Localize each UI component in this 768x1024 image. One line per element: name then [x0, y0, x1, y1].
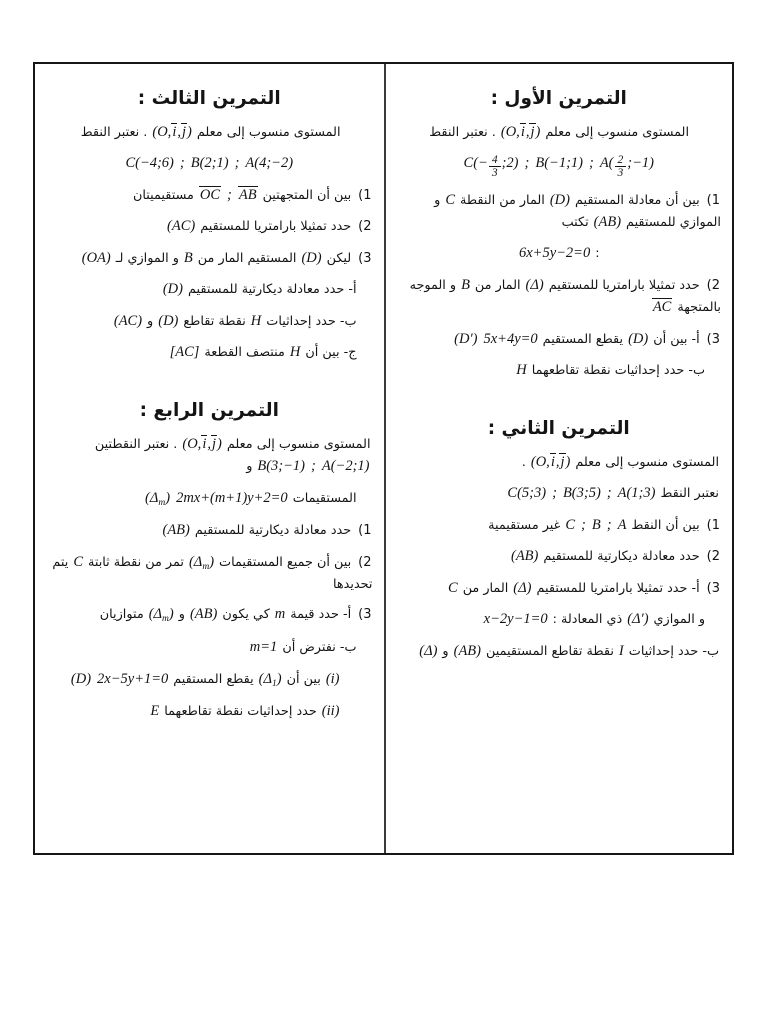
text-line [40, 519, 379, 541]
fraction-denominator: 3 [615, 166, 627, 179]
math-expression [511, 545, 538, 567]
fraction-numerator: 4 [491, 154, 498, 167]
vector-bar: AC [652, 299, 672, 316]
math-text: ) [276, 670, 282, 687]
math-text: (AB) [593, 214, 622, 230]
math-expression [114, 310, 142, 332]
item-marker: (1 [358, 187, 372, 203]
text-line [40, 121, 379, 143]
math-expression [483, 328, 537, 350]
math-text: ; [524, 155, 530, 172]
math-text: ( [188, 553, 194, 570]
text-line [40, 278, 379, 300]
math-expression [589, 152, 594, 174]
math-expression [322, 455, 370, 477]
arabic-text: يقطع المستقيم [542, 331, 624, 347]
math-text: ; [234, 155, 240, 172]
arabic-text: حدد إحداثيات نقطة تقاطعهما [164, 704, 317, 720]
text-line [391, 328, 728, 350]
math-expression [461, 274, 470, 296]
arabic-text: و [147, 313, 154, 329]
math-expression [419, 640, 437, 662]
math-expression [454, 328, 477, 350]
arabic-text: منتصف القطعة [204, 345, 285, 361]
arabic-text: و الموازي [653, 612, 705, 628]
item-marker: (2 [358, 219, 372, 235]
math-expression [652, 296, 673, 318]
math-text: C(−4;6) [125, 155, 174, 172]
arabic-text: و [178, 607, 185, 623]
math-expression [501, 121, 540, 143]
math-text: 5x+4y=0 [483, 330, 538, 347]
math-text: C(− [463, 155, 488, 172]
math-expression [176, 487, 288, 509]
fraction-denominator: 3 [489, 166, 501, 179]
math-text: Δ [149, 489, 159, 506]
arabic-text: و الموجه بالمتجهة [409, 277, 721, 316]
text-line [391, 608, 728, 630]
math-text: ) [165, 489, 171, 506]
math-text: I [618, 642, 624, 659]
math-expression [526, 274, 544, 296]
math-expression [163, 278, 183, 300]
math-text: A( [599, 155, 614, 172]
math-text: B [461, 276, 470, 293]
math-text: m=1 [249, 639, 278, 656]
text-line [40, 341, 379, 363]
text-line [40, 247, 379, 269]
math-text: (Δ) [513, 579, 532, 596]
math-text: C [445, 191, 455, 208]
math-text: (D) [70, 670, 92, 687]
arabic-text: بين أن معادلة المستقيم [574, 192, 700, 208]
math-text: (AB) [189, 606, 218, 623]
arabic-text: ب- حدد إحداثيات [628, 643, 719, 659]
math-expression [531, 451, 570, 473]
math-expression [238, 184, 258, 206]
subscripted-symbol [194, 554, 209, 570]
arabic-text: نعتبر النقط [660, 486, 719, 502]
math-expression [552, 482, 557, 504]
math-text: ; [606, 516, 612, 533]
exercise-title: التمرين الثالث : [137, 88, 281, 109]
exercise-3 [40, 88, 379, 364]
math-text: (AB) [511, 548, 539, 565]
text-line [391, 274, 728, 319]
vector-bar: i [202, 435, 207, 452]
math-text: [AC] [169, 344, 200, 361]
math-text: ) [209, 553, 215, 570]
math-text: ;2) [501, 155, 519, 172]
subscript: m [162, 614, 169, 625]
item-marker: (3 [358, 250, 372, 266]
math-text: ( [258, 670, 264, 687]
text-line [40, 310, 379, 332]
arabic-text: أ- حدد معادلة ديكارتية للمستقيم [187, 282, 357, 298]
math-text: ; [606, 485, 612, 502]
math-text: C [73, 553, 83, 570]
item-marker: (3 [706, 331, 720, 347]
math-expression [235, 152, 240, 174]
item-marker: (1 [358, 523, 372, 539]
math-expression [158, 310, 178, 332]
math-text: B(−1;1) [535, 155, 583, 172]
math-expression [618, 514, 627, 536]
math-expression [311, 455, 316, 477]
math-expression [454, 640, 481, 662]
arabic-text: المستوى منسوب إلى معلم [196, 125, 341, 140]
arabic-text: نقطة تقاطع [183, 313, 246, 329]
arabic-text: و [246, 459, 253, 475]
math-expression [245, 152, 293, 174]
math-text: Δ [153, 606, 163, 623]
vector-bar: OC [199, 186, 220, 203]
math-text: H [289, 344, 301, 361]
text-line [391, 189, 728, 234]
math-text: ; [552, 485, 557, 502]
subscript: m [202, 561, 210, 572]
item-marker: (2 [358, 554, 372, 570]
arabic-text: حدد تمثيلا بارامتريا للمستقيم [548, 277, 700, 293]
text-line [40, 551, 379, 595]
arabic-text: غير مستقيمية [488, 517, 561, 533]
math-expression [550, 189, 570, 211]
fraction-numerator: 2 [617, 154, 624, 167]
math-expression [199, 184, 221, 206]
arabic-text: و [442, 643, 449, 659]
arabic-text: نقطة تقاطع المستقيمين [485, 643, 614, 659]
text-line [40, 668, 379, 692]
math-text: 2mx+(m+1)y+2=0 [176, 489, 288, 506]
math-expression [167, 215, 195, 237]
text-line [40, 700, 379, 722]
math-expression [275, 603, 285, 625]
subscript: m [158, 497, 166, 508]
math-text: (AC) [113, 312, 143, 329]
fraction [489, 154, 501, 179]
math-text: x−2y−1=0 [483, 611, 548, 628]
text-line [391, 359, 728, 381]
math-text: ) [565, 453, 571, 470]
math-expression [628, 328, 648, 350]
math-text: A(−2;1) [321, 458, 370, 475]
arabic-text: ب- حدد إحداثيات نقطة تقاطعهما [531, 363, 705, 379]
vector-bar: j [211, 435, 216, 452]
math-text: ) [217, 435, 222, 452]
arabic-text: . نعتبر النقط [429, 125, 496, 140]
math-expression [71, 668, 91, 690]
math-text: ( [148, 606, 154, 623]
math-text: , [177, 124, 181, 140]
math-expression [190, 603, 217, 625]
math-expression [445, 189, 455, 211]
math-text: (D) [301, 249, 322, 266]
math-text: E [150, 703, 160, 720]
math-text: (D) [628, 330, 649, 347]
arabic-text: المستقيم المار من [197, 250, 297, 266]
math-text: (O, [152, 124, 172, 140]
math-text: B(3;−1) [257, 458, 306, 475]
arabic-text: المستوى منسوب إلى معلم [545, 125, 689, 140]
math-text: B(3;5) [562, 485, 601, 502]
math-text: C [448, 579, 458, 596]
math-text: ) [535, 124, 541, 140]
text-line [391, 451, 728, 473]
item-marker: (2 [706, 277, 720, 293]
math-text: , [525, 124, 530, 140]
item-marker: (3 [706, 580, 720, 596]
text-line [40, 603, 379, 627]
math-text: B [591, 516, 601, 533]
math-text: , [207, 435, 211, 452]
math-text: B [183, 249, 193, 266]
arabic-text: بين أن النقط [631, 517, 700, 533]
math-expression [525, 152, 530, 174]
math-text: ; [581, 516, 586, 533]
math-expression [581, 514, 586, 536]
math-text: (OA) [81, 249, 111, 266]
math-expression [189, 551, 214, 575]
arabic-text: أ- حدد تمثيلا بارامتريا للمستقيم [536, 580, 700, 596]
arabic-text: . نعتبر النقطتين [94, 436, 178, 452]
math-expression [565, 514, 575, 536]
subscripted-symbol [264, 671, 277, 687]
math-expression [563, 482, 601, 504]
text-line [391, 545, 728, 567]
math-text: Δ [193, 553, 203, 570]
math-expression [326, 668, 340, 690]
arabic-text: : [595, 246, 600, 262]
vector-bar: i [550, 453, 555, 470]
math-expression [607, 514, 612, 536]
math-text: (O, [182, 435, 202, 452]
math-text: , [555, 453, 560, 470]
text-line [391, 577, 728, 599]
math-expression [180, 152, 185, 174]
exercise-title: التمرين الثاني : [487, 417, 630, 439]
math-text: 6x+5y−2=0 [518, 245, 591, 262]
exercise-2 [391, 418, 728, 662]
math-expression [627, 608, 648, 630]
arabic-text: حدد معادلة ديكارتية للمستقيم [543, 549, 700, 565]
vector-bar: j [560, 453, 565, 470]
text-line [40, 184, 379, 206]
math-text: (D′) [454, 330, 478, 347]
math-expression [448, 577, 458, 599]
vector-bar: i [520, 124, 525, 140]
text-line [391, 121, 728, 143]
math-text: ; [311, 458, 316, 475]
math-expression [149, 603, 174, 627]
vector-bar: j [530, 124, 535, 140]
math-text: A(4;−2) [245, 155, 294, 172]
math-expression [301, 247, 321, 269]
text-line [40, 433, 379, 478]
arabic-text: . [521, 454, 526, 470]
arabic-text: ذي المعادلة : [552, 612, 623, 628]
arabic-text: المستوى منسوب إلى معلم [575, 454, 719, 470]
math-text: (D) [158, 312, 179, 329]
text-line [40, 487, 379, 511]
math-expression [257, 455, 305, 477]
exercise-1 [391, 88, 728, 382]
arabic-text: المار من النقطة [460, 192, 545, 208]
worksheet-frame [33, 62, 734, 855]
item-marker: (2 [706, 549, 720, 565]
math-text: (O, [530, 453, 550, 470]
vector-bar: j [181, 124, 186, 140]
math-expression [600, 152, 654, 179]
subscript: 1 [272, 678, 277, 689]
math-text: B(2;1) [190, 155, 229, 172]
math-text: A [617, 516, 627, 533]
arabic-text: يتم تحديدها [52, 554, 373, 592]
arabic-text: أ- بين أن [653, 331, 700, 347]
column-right [384, 64, 733, 853]
arabic-text: بين أن جميع المستقيمات [219, 554, 352, 570]
math-text: (Δ) [419, 642, 438, 659]
arabic-text: ب- نفترض أن [282, 640, 357, 656]
arabic-text: المار من [474, 277, 521, 293]
math-expression [97, 668, 168, 690]
arabic-text: حدد تمثيلا بارامتريا للمستقيم [200, 219, 352, 235]
math-text: (AC) [167, 218, 196, 235]
math-expression [182, 433, 221, 455]
math-text: ) [168, 606, 174, 623]
arabic-text: ليكن [326, 250, 352, 266]
arabic-text: متوازيان [99, 607, 144, 623]
exercise-title: التمرين الأول : [490, 88, 627, 109]
math-expression [251, 310, 261, 332]
math-expression [82, 247, 111, 269]
arabic-text: المستوى منسوب إلى معلم [226, 436, 371, 452]
arabic-text: حدد معادلة ديكارتية للمستقيم [194, 523, 352, 539]
vector-bar: i [172, 124, 177, 140]
math-text: ; [588, 155, 594, 172]
math-expression [594, 211, 621, 233]
math-expression [145, 487, 170, 511]
text-line [391, 640, 728, 662]
math-expression [592, 514, 601, 536]
math-expression [191, 152, 229, 174]
item-marker: (3 [358, 607, 372, 623]
arabic-text: المار من [462, 580, 509, 596]
math-expression [484, 608, 548, 630]
item-marker: (1 [706, 517, 720, 533]
math-expression [535, 152, 583, 174]
math-text: C(5;3) [507, 485, 547, 502]
text-line [40, 152, 379, 174]
math-text: (AB) [453, 642, 481, 659]
math-text: (AB) [162, 522, 190, 539]
math-expression [259, 668, 282, 692]
math-text: (O, [500, 124, 520, 140]
subscripted-symbol [153, 606, 169, 625]
item-marker: (1 [706, 192, 720, 208]
vector-bar: AB [238, 186, 257, 203]
arabic-text: بين أن المتجهتين [262, 187, 352, 203]
arabic-text: يقطع المستقيم [173, 671, 254, 687]
text-line [391, 514, 728, 536]
arabic-text: ج- بين أن [305, 345, 357, 361]
math-expression [184, 247, 193, 269]
math-expression [618, 482, 656, 504]
arabic-text: . نعتبر النقط [80, 125, 148, 140]
math-expression [607, 482, 612, 504]
math-expression [170, 341, 200, 363]
math-text: Δ [263, 670, 273, 687]
math-expression [513, 577, 531, 599]
arabic-text: تكتب [561, 215, 589, 230]
subscripted-symbol [150, 490, 165, 506]
math-expression [519, 242, 590, 264]
math-text: (ii) [321, 703, 340, 720]
math-expression [464, 152, 519, 179]
arabic-text: مستقيميتان [132, 187, 194, 203]
math-text: (i) [325, 670, 340, 687]
arabic-text: ب- حدد إحداثيات [266, 313, 357, 329]
math-expression [290, 341, 300, 363]
math-text: (D) [162, 281, 183, 298]
math-text: ; [179, 155, 185, 172]
math-expression [227, 184, 232, 206]
math-expression [619, 640, 624, 662]
text-line [40, 215, 379, 237]
text-line [391, 152, 728, 179]
text-line [40, 636, 379, 658]
math-text: m [274, 606, 286, 623]
math-expression [322, 700, 340, 722]
math-expression [73, 551, 83, 573]
math-expression [250, 636, 278, 658]
math-text: (D) [549, 191, 570, 208]
math-text: ( [144, 489, 150, 506]
math-expression [152, 121, 191, 143]
exercise-title: التمرين الرابع : [139, 399, 279, 421]
math-text: (Δ) [525, 276, 544, 293]
arabic-text: أ- حدد قيمة [290, 607, 352, 623]
math-text: C [565, 516, 576, 533]
math-text: (Δ′) [627, 611, 649, 628]
arabic-text: و الموازي لـ [115, 250, 179, 266]
fraction [615, 154, 627, 179]
text-line [391, 242, 728, 264]
math-text: H [516, 362, 527, 379]
math-text: 2x−5y+1=0 [97, 670, 169, 687]
math-text: ;−1) [627, 155, 654, 172]
math-text: A(1;3) [617, 485, 656, 502]
math-expression [507, 482, 546, 504]
math-expression [150, 700, 159, 722]
arabic-text: بين أن [286, 671, 321, 687]
math-text: ; [227, 186, 232, 203]
math-expression [163, 519, 190, 541]
math-expression [125, 152, 173, 174]
exercise-4 [40, 400, 379, 723]
arabic-text: كي يكون [222, 607, 270, 623]
arabic-text: تمر من نقطة ثابتة [87, 554, 184, 570]
math-text: H [250, 312, 262, 329]
arabic-text: المستقيمات [292, 490, 357, 506]
text-line [391, 482, 728, 504]
column-left [35, 64, 384, 853]
math-text: ) [187, 124, 192, 140]
arabic-text: و الموازي للمستقيم [434, 192, 721, 230]
math-expression [516, 359, 526, 381]
